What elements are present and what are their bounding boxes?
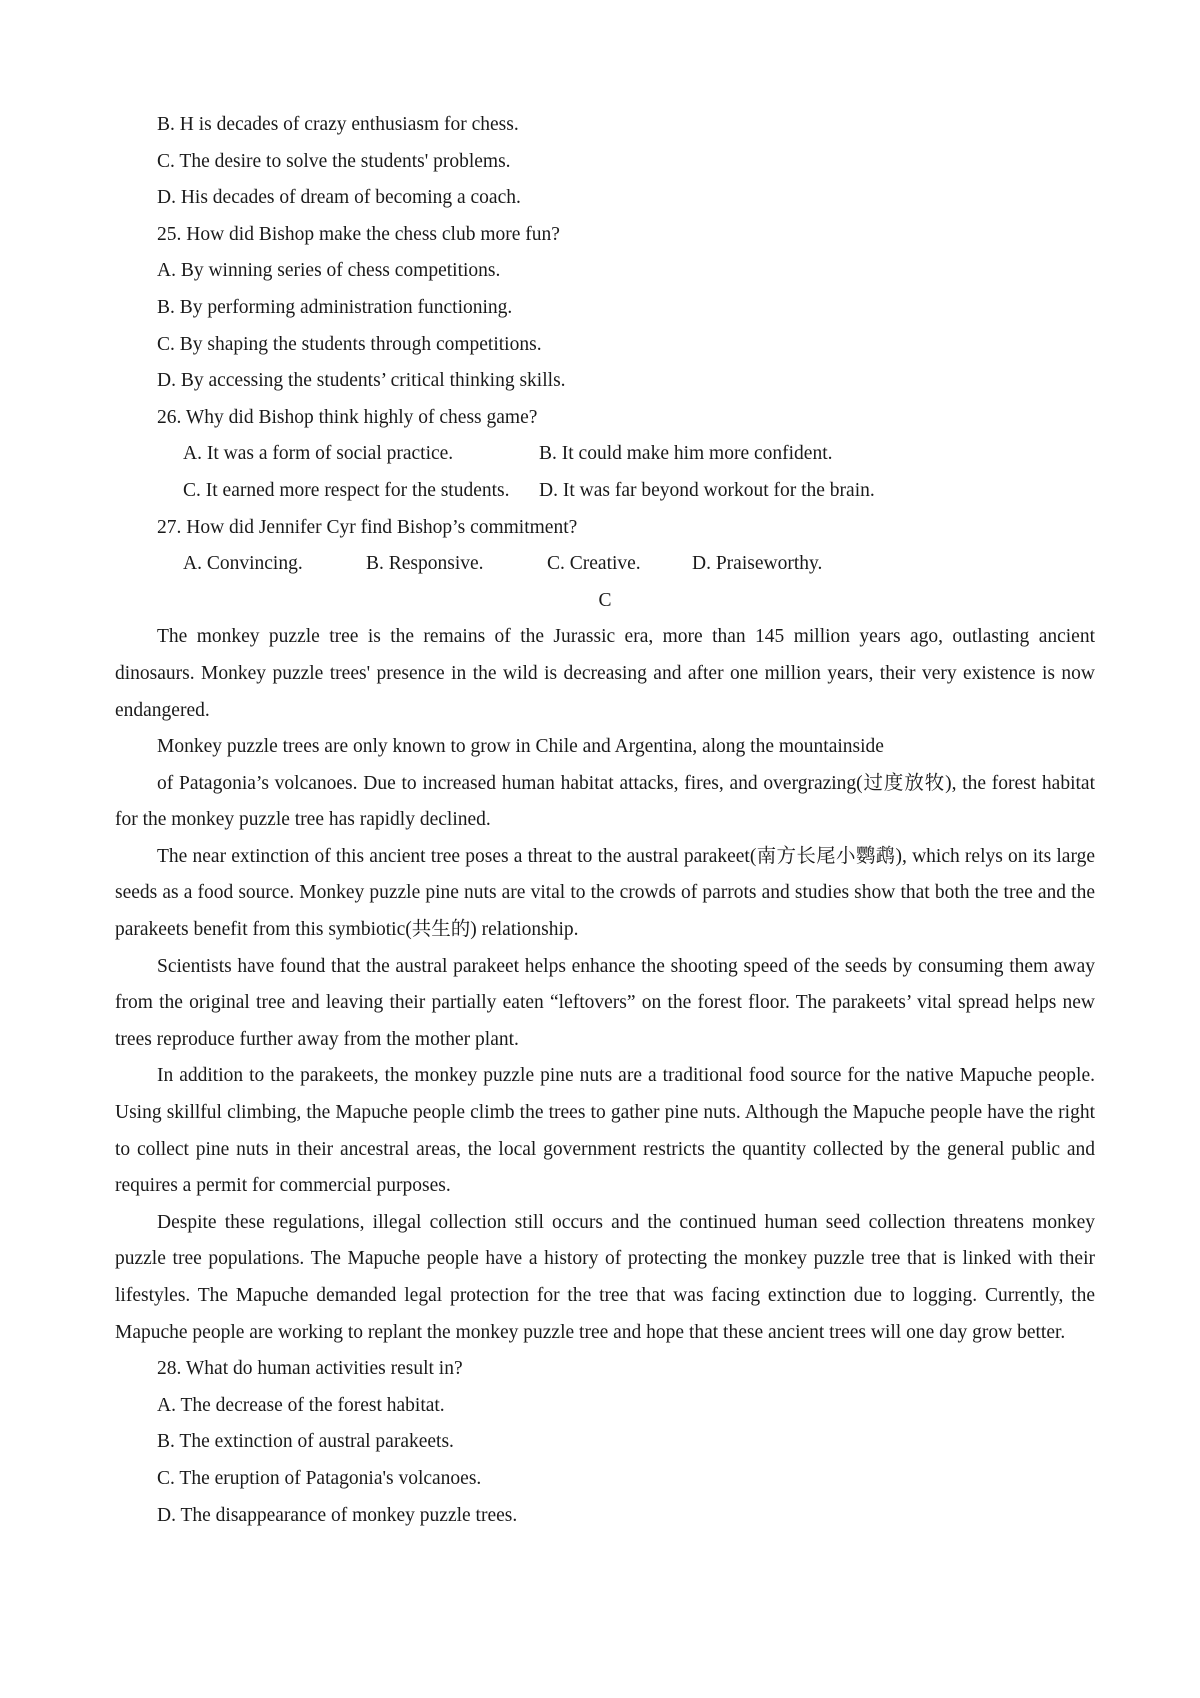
- q26-option-c: C. It earned more respect for the students.: [183, 479, 510, 501]
- q28-stem: 28. What do human activities result in?: [157, 1358, 463, 1380]
- q25-option-b: B. By performing administration functioning.: [157, 296, 513, 318]
- q26-options-row-2: [115, 473, 1095, 510]
- q28-option-a: A. The decrease of the forest habitat.: [157, 1394, 445, 1416]
- q26-option-a: A. It was a form of social practice.: [183, 443, 454, 465]
- q26-option-b: B. It could make him more confident.: [539, 443, 833, 465]
- q27-option-d: D. Praiseworthy.: [692, 553, 823, 575]
- q28-option-d: D. The disappearance of monkey puzzle trees.: [157, 1504, 518, 1526]
- q25-stem: 25. How did Bishop make the chess club more fun?: [157, 223, 560, 245]
- q26-options-row-1: [115, 436, 1095, 473]
- q26-option-d: D. It was far beyond workout for the brain.: [539, 479, 875, 501]
- passage-paragraph-1: The monkey puzzle tree is the remains of the Jurassic era, more than 145 million years ago, outlasting ancient dinosaurs. Monkey puzzle trees' presence in the wild is decreasing and after one million years, their very existence is now endangered.: [115, 626, 1095, 721]
- passage-paragraph-5: In addition to the parakeets, the monkey puzzle pine nuts are a traditional food source for the native Mapuche people. Using skillful climbing, the Mapuche people climb the trees to gather pine nuts. Although the Mapuche people have the right to collect pine nuts in their ancestral areas, the local government restricts the quantity collected by the general public and requires a permit for commercial purposes.: [115, 1065, 1095, 1197]
- page-content: [115, 107, 1095, 1534]
- q28-option-c: C. The eruption of Patagonia's volcanoes.: [157, 1467, 482, 1489]
- q25-option-c: C. By shaping the students through competitions.: [157, 333, 542, 355]
- q27-stem: 27. How did Jennifer Cyr find Bishop’s commitment?: [157, 516, 578, 538]
- q27-options-row: [115, 546, 1095, 583]
- passage-paragraph-2-line-1: Monkey puzzle trees are only known to grow in Chile and Argentina, along the mountainside: [157, 736, 884, 758]
- passage-paragraph-6: Despite these regulations, illegal collection still occurs and the continued human seed collection threatens monkey puzzle tree populations. The Mapuche people have a history of protecting the monkey puzzle tree that is linked with their lifestyles. The Mapuche demanded legal protection for the tree that was facing extinction due to logging. Currently, the Mapuche people are working to replant the monkey puzzle tree and hope that these ancient trees will one day grow better.: [115, 1211, 1095, 1343]
- q28-option-b: B. The extinction of austral parakeets.: [157, 1431, 454, 1453]
- q27-option-c: C. Creative.: [547, 553, 641, 575]
- q25-option-d: D. By accessing the students’ critical thinking skills.: [157, 370, 566, 392]
- section-label: C: [598, 589, 612, 611]
- q24-option-d: D. His decades of dream of becoming a coach.: [157, 187, 521, 209]
- passage-paragraph-2-continued: of Patagonia’s volcanoes. Due to increased human habitat attacks, fires, and overgrazing(过度放牧), the forest habitat for the monkey puzzle tree has rapidly declined.: [115, 772, 1095, 831]
- q27-option-b: B. Responsive.: [366, 553, 484, 575]
- q25-option-a: A. By winning series of chess competitions.: [157, 260, 501, 282]
- q26-stem: 26. Why did Bishop think highly of chess game?: [157, 406, 538, 428]
- q27-option-a: A. Convincing.: [183, 553, 303, 575]
- q24-option-b: B. H is decades of crazy enthusiasm for chess.: [157, 114, 519, 135]
- passage-paragraph-4: Scientists have found that the austral parakeet helps enhance the shooting speed of the seeds by consuming them away from the original tree and leaving their partially eaten “leftovers” on the forest floor. The parakeets’ vital spread helps new trees reproduce further away from the mother plant.: [115, 955, 1095, 1050]
- q24-option-c: C. The desire to solve the students' problems.: [157, 150, 511, 172]
- passage-paragraph-3: The near extinction of this ancient tree poses a threat to the austral parakeet(南方长尾小鹦鹉), which relys on its large seeds as a food source. Monkey puzzle pine nuts are vital to the crowds of parrots and studies show that both the tree and the parakeets benefit from this symbiotic(共生的) relationship.: [115, 845, 1095, 941]
